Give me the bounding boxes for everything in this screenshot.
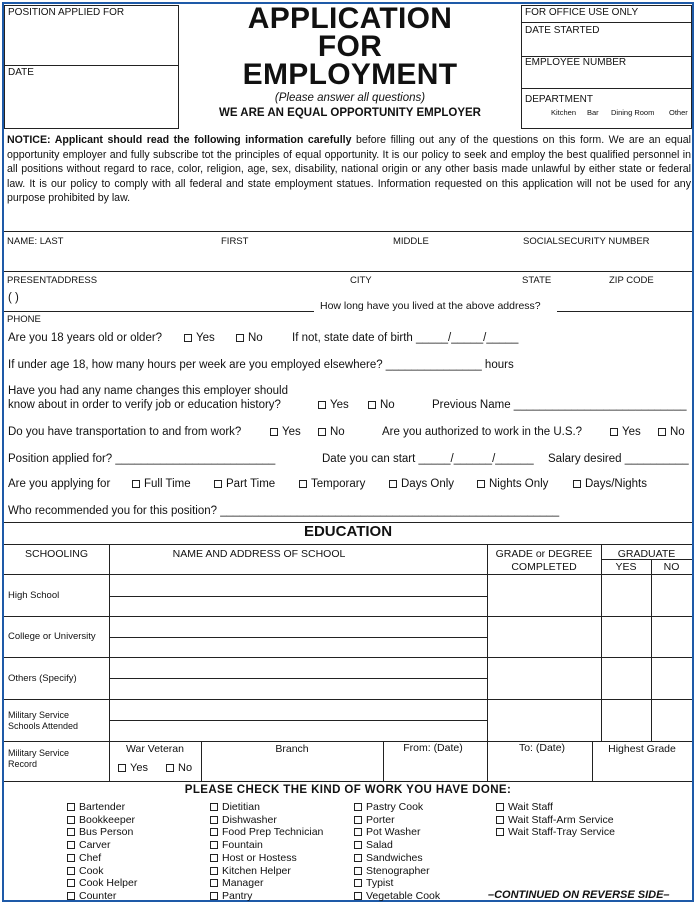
checkbox[interactable] [658,428,666,436]
checkbox[interactable] [354,879,362,887]
checkbox[interactable] [210,867,218,875]
education-header-rule [4,544,692,545]
work-option-label: Manager [222,877,264,890]
veteran-no[interactable]: No [166,762,192,774]
col-school-name: NAME AND ADDRESS OF SCHOOL [172,548,346,560]
name-change-yes[interactable]: Yes [318,399,349,411]
work-option[interactable] [210,852,323,865]
work-option[interactable] [496,801,615,814]
checkbox[interactable] [118,764,126,772]
edu-row-rule-4 [4,699,692,700]
salary-question[interactable]: Salary desired __________ [548,453,689,465]
work-option-label: Host or Hostess [222,851,297,864]
checkbox[interactable] [354,867,362,875]
work-col-4 [496,801,615,839]
transport-question: Do you have transportation to and from work? [8,426,242,438]
work-option[interactable] [210,839,323,852]
work-col-3 [354,801,440,903]
checkbox[interactable] [184,334,192,342]
work-option-label: Fountain [222,839,263,852]
row-others: Others (Specify) [8,673,77,684]
checkbox[interactable] [210,854,218,862]
work-option[interactable] [354,852,440,865]
checkbox[interactable] [496,816,504,824]
authorized-question: Are you authorized to work in the U.S.? [382,426,583,438]
work-option-label: Food Prep Technician [222,826,324,839]
eoe-statement: WE ARE AN EQUAL OPPORTUNITY EMPLOYER [219,107,481,119]
work-option-label: Pantry [222,889,253,902]
work-option[interactable] [67,801,137,814]
transport-no[interactable]: No [318,426,345,438]
transport-yes[interactable]: Yes [270,426,301,438]
position-applied-field[interactable] [6,18,176,62]
age18-no[interactable]: No [236,332,263,344]
edu-row-rule-2 [4,616,692,617]
recommended-question[interactable]: Who recommended you for this position? _____________________________________________________ [8,505,560,517]
work-option[interactable] [67,826,137,839]
name-change-line2: know about in order to verify job or education history? [8,399,281,411]
work-option[interactable] [354,826,440,839]
checkbox[interactable] [610,428,618,436]
checkbox[interactable] [67,854,75,862]
work-option-label: Cook Helper [79,877,138,890]
checkbox[interactable] [270,428,278,436]
checkbox[interactable] [389,480,397,488]
phone-underline [4,311,314,312]
shift-nights-only[interactable]: Nights Only [477,478,548,490]
form-title-line1: APPLICATION [247,2,453,35]
checkbox[interactable] [210,803,218,811]
checkbox[interactable] [166,764,174,772]
row-high-school: High School [8,590,60,601]
row-military-line1: Military Service [8,710,70,720]
ssn-label: SOCIALSECURITY NUMBER [523,236,650,247]
name-field[interactable] [6,247,690,269]
work-option-label: Wait Staff-Tray Service [508,826,615,839]
work-option[interactable] [67,839,137,852]
work-option-label: Counter [79,889,117,902]
checkbox[interactable] [354,816,362,824]
dept-dining-room: Dining Room [611,108,655,117]
work-option[interactable] [210,890,323,903]
work-option-label: Dishwasher [222,813,277,826]
col-schooling: SCHOOLING [24,548,88,560]
date-label: DATE [8,67,34,78]
work-option-label: Wait Staff [508,801,553,813]
work-option[interactable] [354,890,440,903]
name-last-label: NAME: LAST [7,236,64,247]
how-long-underline [557,311,692,312]
col-grade-line1: GRADE or DEGREE [495,548,593,560]
work-option-label: Carver [79,839,111,852]
work-option-label: Pastry Cook [366,801,424,813]
col-yes: YES [615,561,637,573]
checkbox[interactable] [354,892,362,900]
name-first-label: FIRST [221,236,249,247]
dept-other: Other [669,108,688,117]
row-college: College or University [8,631,96,642]
checkbox[interactable] [67,867,75,875]
row-military-line2: Schools Attended [8,721,79,731]
work-option-label: Porter [366,813,395,826]
age18-yes[interactable]: Yes [184,332,215,344]
checkbox[interactable] [354,828,362,836]
work-option-label: Stenographer [366,864,430,877]
work-option-label: Bookkeeper [79,813,136,826]
name-change-line1: Have you had any name changes this employer should [8,385,289,397]
checkbox[interactable] [67,816,75,824]
work-option-label: Sandwiches [366,851,423,864]
work-option-label: Pot Washer [366,826,421,839]
edu-row-rule-1 [4,574,692,575]
checkbox[interactable] [67,841,75,849]
work-option[interactable] [354,877,440,890]
from-date-label: From: (Date) [403,742,463,754]
authorized-yes[interactable]: Yes [610,426,641,438]
edu-col-line-4 [651,559,652,741]
checkbox[interactable] [210,841,218,849]
checkbox[interactable] [354,803,362,811]
shift-part-time[interactable]: Part Time [214,478,275,490]
others-grade-field[interactable] [489,659,599,698]
work-option-label: Bartender [79,801,126,813]
work-option[interactable] [210,865,323,878]
col-graduate: GRADUATE [617,548,676,560]
work-option[interactable] [67,890,137,903]
checkbox[interactable] [67,892,75,900]
checkbox[interactable] [477,480,485,488]
phone-parens: ( ) [8,292,19,304]
city-label: CITY [350,275,372,286]
work-option[interactable] [67,852,137,865]
col-no: NO [663,561,680,573]
work-option-label: Bus Person [79,826,134,839]
work-option[interactable] [210,877,323,890]
zip-label: ZIP CODE [609,275,654,286]
checkbox[interactable] [368,401,376,409]
checkbox[interactable] [496,803,504,811]
age18-question: Are you 18 years old or older? [8,332,163,344]
work-option-label: Chef [79,851,102,864]
work-col-1 [67,801,137,903]
checkbox[interactable] [210,892,218,900]
shift-temporary[interactable]: Temporary [299,478,365,490]
checkbox[interactable] [299,480,307,488]
military-school-grade-field[interactable] [489,701,599,740]
office-use-title: FOR OFFICE USE ONLY [525,7,639,18]
checkbox[interactable] [573,480,581,488]
record-label-line2: Record [8,759,38,769]
department-label: DEPARTMENT [525,94,593,105]
dept-kitchen: Kitchen [551,108,577,117]
continued-note: –CONTINUED ON REVERSE SIDE– [488,889,670,901]
date-field[interactable] [6,78,176,126]
notice-body: before filling out any of the questions on this form. We are an equal opportunity employer and fully subscribe tot the principles of equal opportunity. It is our policy to seek and employ the best qualified personnel in all positions without regard to race, color, religion, age, sex, disability, national origin or any other basis made unlawful by either state or federal law. It is our policy to comply with all federal and state employment statues. Information requested on this application will not be used for any purpose prohibited by law. [7,134,692,204]
checkbox[interactable] [236,334,244,342]
name-change-no[interactable]: No [368,399,395,411]
work-option[interactable] [67,865,137,878]
military-school-name-field[interactable] [111,701,485,740]
education-title: EDUCATION [303,523,393,540]
edu-row-rule-3 [4,657,692,658]
dept-bar: Bar [587,108,599,117]
checkbox[interactable] [214,480,222,488]
form-title-line2: FOR [317,30,383,63]
state-label: STATE [522,275,552,286]
form-subtitle: (Please answer all questions) [274,92,426,104]
work-option-label: Cook [79,864,104,877]
checkbox[interactable] [210,816,218,824]
checkbox[interactable] [318,401,326,409]
present-address-label: PRESENTADDRESS [7,275,98,286]
work-option[interactable] [210,801,323,814]
shift-full-time[interactable]: Full Time [132,478,191,490]
branch-label: Branch [275,743,309,755]
to-date-label: To: (Date) [518,742,566,754]
checkbox[interactable] [496,828,504,836]
work-title: PLEASE CHECK THE KIND OF WORK YOU HAVE DONE: [184,784,512,796]
checkbox[interactable] [354,854,362,862]
checkbox[interactable] [354,841,362,849]
name-middle-label: MIDDLE [393,236,429,247]
work-option-label: Salad [366,839,393,852]
work-option[interactable] [67,814,137,827]
under18-question[interactable]: If under age 18, how many hours per week are you employed elsewhere? _______________ hours [8,359,514,371]
work-option[interactable] [354,865,440,878]
war-veteran-label: War Veteran [126,743,184,755]
high-school-grade-field[interactable] [489,576,599,615]
col-grade-line2: COMPLETED [511,561,577,573]
notice-lead: NOTICE: Applicant should read the following information carefully [7,134,352,146]
shift-days-only[interactable]: Days Only [389,478,454,490]
employee-number-label: EMPLOYEE NUMBER [525,57,627,68]
work-col-2 [210,801,323,903]
work-option[interactable] [354,814,440,827]
work-option-label: Dietitian [222,801,260,813]
high-school-name-field[interactable] [111,576,485,615]
work-option[interactable] [67,877,137,890]
birth-date-question[interactable]: If not, state date of birth _____/_____/_____ [292,332,519,344]
work-option-label: Vegetable Cook [366,889,441,902]
form-title-line3: EMPLOYMENT [242,58,458,91]
work-option-label: Typist [366,877,394,890]
checkbox[interactable] [132,480,140,488]
position-applied-question[interactable]: Position applied for? _________________________ [8,453,276,465]
work-option[interactable] [210,826,323,839]
college-name-field[interactable] [111,618,485,656]
date-started-label: DATE STARTED [525,25,600,36]
work-option-label: Wait Staff-Arm Service [508,813,614,826]
how-long-field[interactable] [557,296,690,310]
work-option[interactable] [354,801,440,814]
start-date-question[interactable]: Date you can start _____/______/______ [322,453,534,465]
notice-paragraph [7,133,691,206]
shift-days-nights[interactable]: Days/Nights [573,478,647,490]
checkbox[interactable] [67,803,75,811]
position-applied-label: POSITION APPLIED FOR [8,7,125,18]
checkbox[interactable] [210,828,218,836]
address-top-rule [4,271,692,272]
how-long-label: How long have you lived at the above address? [320,300,541,312]
name-top-rule [4,231,692,232]
applying-for-label: Are you applying for [8,478,111,490]
authorized-no[interactable]: No [658,426,685,438]
work-option[interactable] [210,814,323,827]
college-grade-field[interactable] [489,618,599,656]
edu-row-rule-6 [4,781,692,782]
work-option[interactable] [496,814,615,827]
work-option-label: Kitchen Helper [222,864,291,877]
highest-grade-label: Highest Grade [608,743,676,755]
checkbox[interactable] [318,428,326,436]
record-label-line1: Military Service [8,748,70,758]
checkbox[interactable] [67,828,75,836]
work-option[interactable] [496,826,615,839]
work-option[interactable] [354,839,440,852]
phone-field[interactable] [6,291,312,309]
phone-label: PHONE [7,314,41,325]
previous-name-field[interactable]: Previous Name ___________________________ [432,399,687,411]
checkbox[interactable] [67,879,75,887]
checkbox[interactable] [210,879,218,887]
others-name-field[interactable] [111,659,485,698]
veteran-yes[interactable]: Yes [118,762,148,774]
edu-col-line-2 [487,544,488,781]
